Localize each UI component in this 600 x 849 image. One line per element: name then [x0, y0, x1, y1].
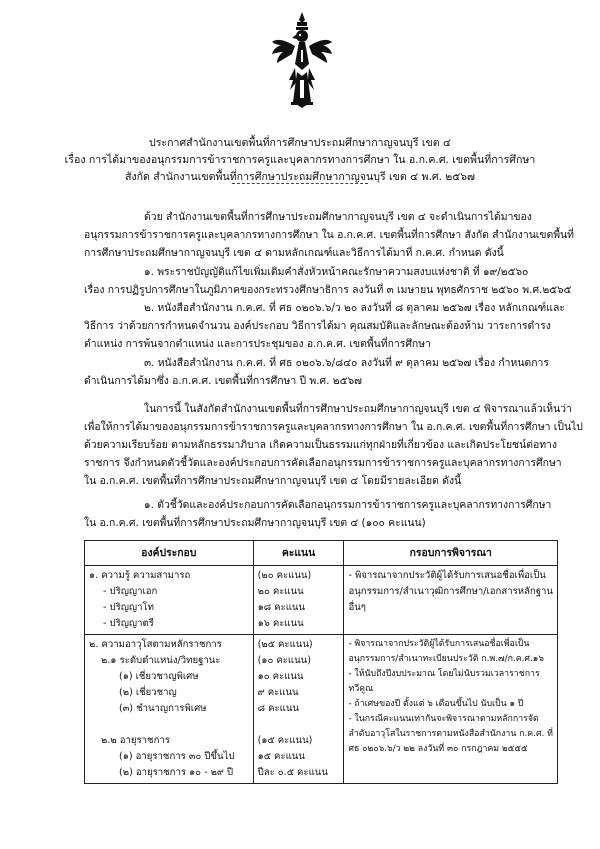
score-cell — [253, 635, 344, 784]
score-item: ๑๖ คะแนน — [257, 618, 304, 629]
component-item — [89, 717, 249, 733]
body-line: ๑. พระราชบัญญัติแก้ไขเพิ่มเติมคำสั่งหัวหน้าคณะรักษาความสงบแห่งชาติ ที่ ๑๙/๒๕๖๐ — [144, 266, 529, 278]
table-row — [85, 635, 558, 784]
component-item: (๑) อายุราชการ ๓๐ ปีขึ้นไป — [119, 751, 235, 762]
component-item: - ปริญญาโท — [103, 602, 154, 613]
body-line: ด้วยความเรียบร้อย ตามหลักธรรมาภิบาล เกิดความเป็นธรรมแก่ทุกฝ่ายที่เกี่ยวข้อง และเกิดประโยชน์ต่อทาง — [84, 439, 557, 451]
criteria-item: - ให้นับถึงปีงบประมาณ โดยไม่นับรวมเวลาราชการทวีคูณ — [348, 669, 540, 694]
component-item: (๒) อายุราชการ ๑๐ - ๒๙ ปี — [119, 767, 234, 778]
subject-line-1: เรื่อง การได้มาของอนุกรรมการข้าราชการครูและบุคลากรทางการศึกษา ใน อ.ก.ค.ศ. เขตพื้นที่การศึกษา — [64, 154, 536, 166]
score-item: (๒๐ คะแนน) — [257, 570, 312, 581]
score-item: (๒๕ คะแนน) — [257, 639, 313, 650]
score-item: (๑๕ คะแนน) — [257, 735, 313, 746]
component-cell — [85, 635, 254, 784]
header-divider — [232, 183, 368, 184]
body-line: การศึกษาประถมศึกษากาญจนบุรี เขต ๔ ตามหลักเกณฑ์และวิธีการได้มาที่ ก.ค.ศ. กำหนด ดังนี้ — [84, 247, 504, 259]
score-item: ๑๘ คะแนน — [257, 602, 306, 613]
component-item: (๑) เชี่ยวชาญพิเศษ — [119, 671, 199, 682]
criteria-item: อนุกรรมการ/สำเนาวุฒิการศึกษา/เอกสารหลักฐาน — [348, 586, 553, 597]
body-line: ด้วย สำนักงานเขตพื้นที่การศึกษาประถมศึกษากาญจนบุรี เขต ๔ จะดำเนินการได้มาของ — [144, 211, 532, 223]
body-line: ตำแหน่ง การพ้นจากตำแหน่ง และการประชุมของ อ.ก.ค.ศ. เขตพื้นที่การศึกษา — [84, 338, 431, 350]
body-line: ใน อ.ก.ค.ศ. เขตพื้นที่การศึกษาประถมศึกษากาญจนบุรี เขต ๔ (๑๐๐ คะแนน) — [84, 517, 426, 529]
criteria-table — [84, 540, 558, 784]
criteria-item: อื่นๆ — [348, 602, 366, 613]
body-line: ๒. หนังสือสำนักงาน ก.ค.ศ. ที่ ศธ ๐๒๐๖.๖/ว ๒๐ ลงวันที่ ๘ ตุลาคม ๒๕๖๗ เรื่อง หลักเกณฑ์และ — [144, 302, 565, 314]
component-item: ๒.๒ อายุราชการ — [101, 735, 170, 746]
component-item: (๓) ชำนาญการพิเศษ — [119, 703, 207, 714]
component-item: ๑. ความรู้ ความสามารถ — [89, 570, 191, 581]
criteria-item: - ในกรณีคะแนนเท่ากันจะพิจารณาตามหลักการจัดลำดับอาวุโสในราชการตามหนังสือสำนักงาน ก.ค.ศ. ที่ ศธ ๐๒๐๖.๖/ว ๒๒ ลงวันที่ ๓๐ กรกฎาคม ๒๕๕๕ — [348, 714, 553, 754]
body-line: เพื่อให้การได้มาของอนุกรรมการข้าราชการครูและบุคลากรทางการศึกษา ใน อ.ก.ค.ศ. เขตพื้นที่การศึกษา เป็นไป — [84, 421, 583, 433]
body-line: วิธีการ ว่าด้วยการกำหนดจำนวน องค์ประกอบ วิธีการได้มา คุณสมบัติและลักษณะต้องห้าม วาระการดำรง — [84, 320, 551, 332]
score-item: ๑๕ คะแนน — [257, 751, 305, 762]
garuda-emblem-icon — [271, 10, 333, 110]
component-item: ๒.๑ ระดับตำแหน่ง/วิทยฐานะ — [101, 655, 221, 666]
criteria-cell — [344, 635, 558, 784]
body-line: ๓. หนังสือสำนักงาน ก.ค.ศ. ที่ ศธ ๐๒๐๖.๖/๘๔๐ ลงวันที่ ๙ ตุลาคม ๒๕๖๗ เรื่อง กำหนดการ — [144, 357, 549, 369]
table-header-row — [85, 541, 558, 566]
subject-line-2: สังกัด สำนักงานเขตพื้นที่การศึกษาประถมศึกษากาญจนบุรี เขต ๔ พ.ศ. ๒๕๖๗ — [125, 171, 475, 183]
table-row — [85, 566, 558, 635]
column-header: องค์ประกอบ — [85, 541, 254, 566]
body-line: ในการนี้ ในสังกัดสำนักงานเขตพื้นที่การศึกษาประถมศึกษากาญจนบุรี เขต ๔ พิจารณาแล้วเห็นว่า — [144, 403, 572, 415]
criteria-cell — [344, 566, 558, 635]
body-line: ๑. ตัวชี้วัดและองค์ประกอบการคัดเลือกอนุกรรมการข้าราชการครูและบุคลากรทางการศึกษา — [144, 499, 552, 511]
score-item — [258, 717, 340, 733]
criteria-item: - พิจารณาจากประวัติผู้ได้รับการเสนอชื่อเพื่อเป็นอนุกรรมการ/สำเนาทะเบียนประวัติ ก.พ.๗/ก.ค.ศ.๑๖ — [348, 639, 544, 664]
score-item: (๑๐ คะแนน) — [257, 655, 311, 666]
score-item: ๑๐ คะแนน — [257, 671, 304, 682]
criteria-item: - พิจารณาจากประวัติผู้ได้รับการเสนอชื่อเพื่อเป็น — [348, 570, 546, 581]
announcement-title: ประกาศสำนักงานเขตพื้นที่การศึกษาประถมศึกษากาญจนบุรี เขต ๔ — [148, 137, 452, 149]
body-line: เรื่อง การปฏิรูปการศึกษาในภูมิภาคของกระทรวงศึกษาธิการ ลงวันที่ ๓ เมษายน พุทธศักราช ๒๕๖๐ พ.ศ.๒๕๖๕ — [84, 284, 572, 296]
body-line: อนุกรรมการข้าราชการครูและบุคลากรทางการศึกษา ใน อ.ก.ค.ศ. เขตพื้นที่การศึกษา สังกัด สำนักงานเขตพื้นที่ — [84, 229, 574, 241]
score-item: ๘ คะแนน — [257, 703, 299, 714]
component-item: (๒) เชี่ยวชาญ — [119, 687, 177, 698]
score-item: ๒๐ คะแนน — [257, 586, 304, 597]
body-line: ราชการ จึงกำหนดตัวชี้วัดและองค์ประกอบการคัดเลือกอนุกรรมการข้าราชการครูและบุคลากรทางการศึกษา — [84, 457, 562, 469]
body-line: ใน อ.ก.ค.ศ. เขตพื้นที่การศึกษาประถมศึกษากาญจนบุรี เขต ๔ โดยมีรายละเอียด ดังนี้ — [84, 475, 462, 487]
component-item: - ปริญญาตรี — [103, 618, 154, 629]
component-item: ๒. ความอาวุโสตามหลักราชการ — [89, 639, 222, 650]
score-item: ปีละ ๐.๕ คะแนน — [257, 767, 328, 778]
component-item: - ปริญญาเอก — [103, 586, 158, 597]
column-header: คะแนน — [253, 541, 344, 566]
criteria-item: - ถ้าเศษของปี ตั้งแต่ ๖ เดือนขึ้นไป นับเป็น ๑ ปี — [348, 699, 524, 709]
column-header: กรอบการพิจารณา — [344, 541, 558, 566]
component-cell — [85, 566, 254, 635]
body-line: ดำเนินการได้มาซึ่ง อ.ก.ค.ศ. เขตพื้นที่การศึกษา ปี พ.ศ. ๒๕๖๗ — [84, 375, 362, 387]
score-cell — [253, 566, 344, 635]
score-item: ๙ คะแนน — [257, 687, 299, 698]
